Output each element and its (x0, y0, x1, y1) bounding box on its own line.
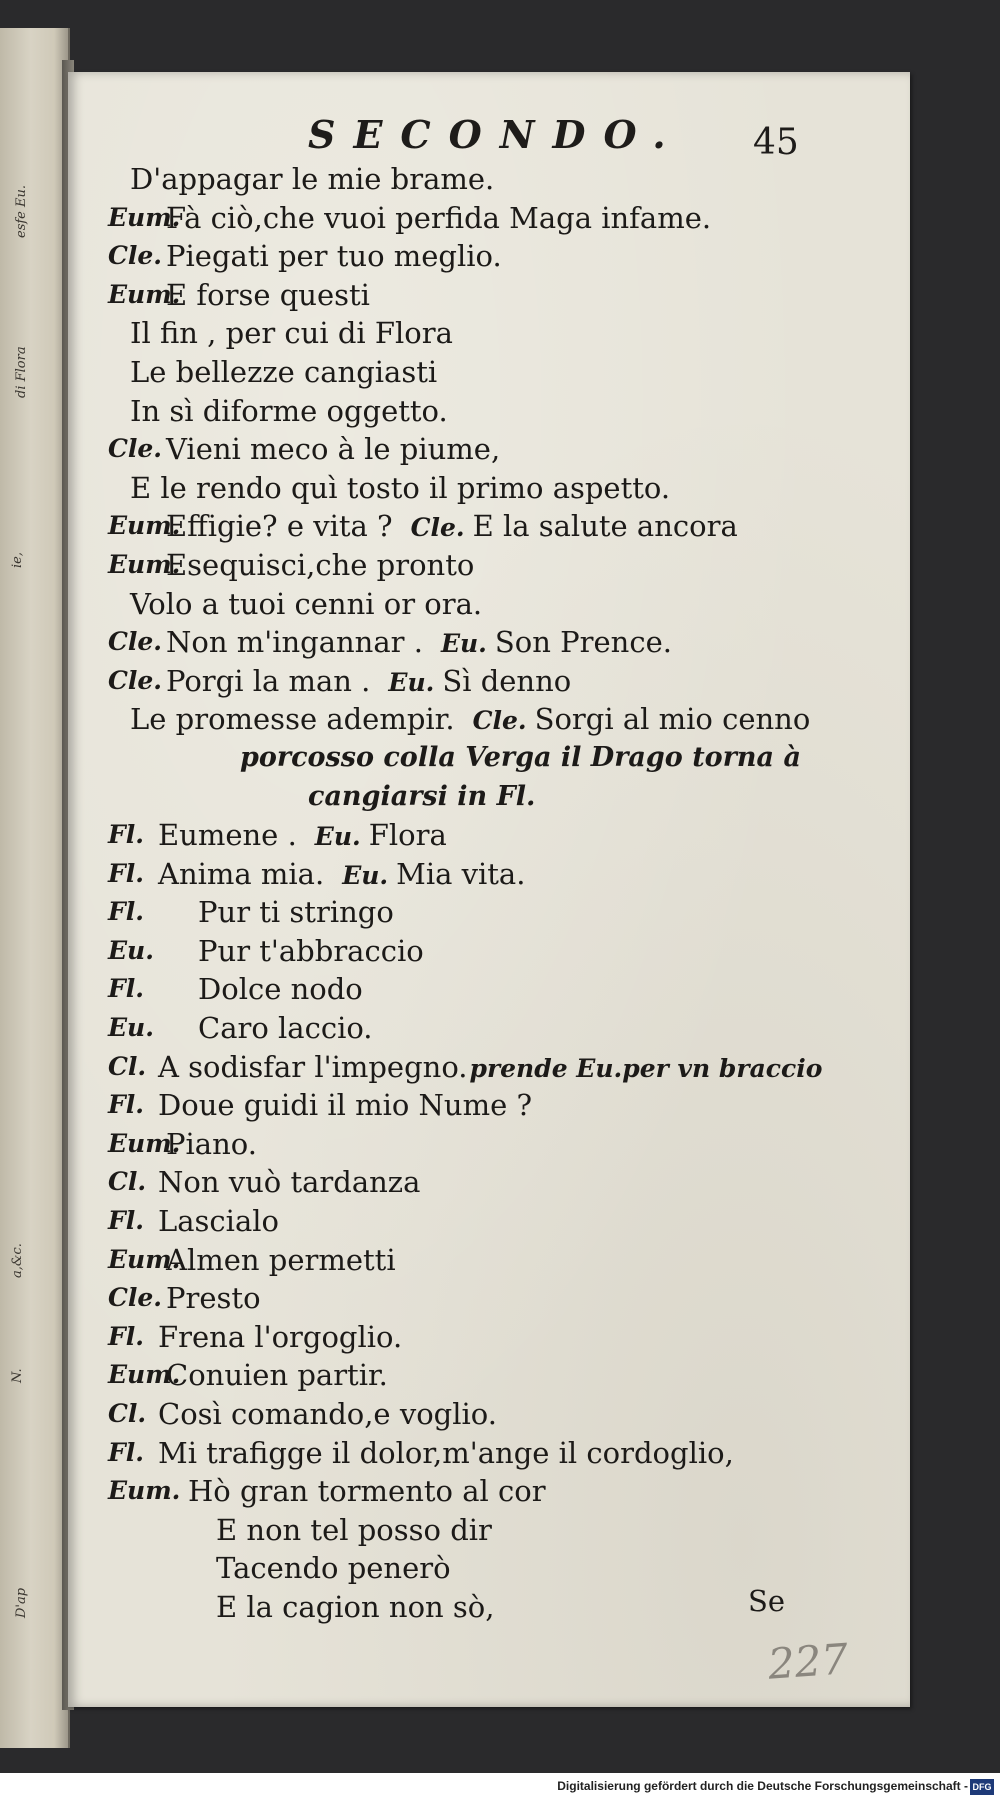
verse-text (130, 392, 448, 430)
verse-text-main: Frena l'orgoglio. (158, 1319, 403, 1354)
verse-text-main: E le rendo quì tosto il primo aspetto. (130, 470, 671, 505)
running-head: SECONDO. (308, 112, 684, 157)
verse-text-main: Tacendo penerò (216, 1551, 451, 1586)
verse-text-main: Piegati per tuo meglio. (166, 239, 502, 274)
verse-text (130, 469, 670, 507)
verse-text-main: Mi trafigge il dolor,m'ange il cordoglio, (158, 1435, 734, 1470)
verse-text (158, 1163, 420, 1201)
verse-text-main: Anima mia. (158, 856, 325, 891)
verse-line (68, 1279, 910, 1318)
verse-text (158, 1318, 402, 1356)
verse-text-main: Conuien partir. (166, 1358, 388, 1393)
verse-text (158, 816, 447, 856)
verse-text-main: Effigie? e vita ? (166, 509, 393, 544)
verse-text-reply: Flora (368, 818, 447, 853)
verse-text (130, 585, 482, 623)
verse-line (68, 1125, 910, 1164)
speaker-name: Fl. (108, 858, 144, 888)
verse-text (158, 1048, 822, 1088)
speaker-name: Eum. (108, 1128, 181, 1158)
verse-line (68, 1434, 910, 1473)
verse-line (68, 1318, 910, 1357)
verse-text-reply: E la salute ancora (472, 509, 738, 544)
verse-line (68, 585, 910, 624)
verse-line (68, 1009, 910, 1048)
verse-line (68, 160, 910, 199)
speaker-name: Fl. (108, 1206, 144, 1236)
verse-text-main: Fà ciò,che vuoi perfida Maga infame. (166, 200, 712, 235)
verse-text (166, 1241, 396, 1279)
verse-line (68, 893, 910, 932)
verse-text-main: In sì diforme oggetto. (130, 393, 448, 428)
verse-text-reply: Mia vita. (396, 856, 526, 891)
verse-text-main: Caro laccio. (198, 1011, 373, 1046)
speaker-name: Eu. (342, 860, 389, 890)
verse-line (68, 469, 910, 508)
speaker-name: Cle. (108, 434, 163, 464)
verse-text-main: Piano. (166, 1126, 257, 1161)
verse-text (216, 1588, 495, 1626)
shelfmark-pencil-note: 227 (766, 1634, 850, 1689)
verse-text-main: Doue guidi il mio Nume ? (158, 1088, 533, 1123)
verse-text (166, 199, 711, 237)
verse-text-main: Almen permetti (166, 1242, 396, 1277)
verse-line (68, 1511, 910, 1550)
verse-line (68, 314, 910, 353)
verse-line (68, 1163, 910, 1202)
verse-text (216, 1511, 492, 1549)
verse-text-main: Presto (166, 1281, 261, 1316)
speaker-name: Eu. (108, 1013, 154, 1043)
verse-text-main: E la cagion non sò, (216, 1589, 495, 1624)
speaker-name: Eu. (314, 822, 361, 852)
verse-text-main: E non tel posso dir (216, 1512, 492, 1547)
speaker-name: Eu. (388, 667, 435, 697)
verse-text (166, 276, 370, 314)
verse-text (166, 1125, 257, 1163)
speaker-name: Cle. (108, 241, 163, 271)
verse-text-main: Le promesse adempir. (130, 702, 455, 737)
verse-text-reply: Sì denno (442, 663, 572, 698)
margin-note: N. (10, 1368, 25, 1383)
verse-text (188, 1472, 546, 1510)
verse-text-reply: Son Prence. (494, 625, 672, 660)
verse-text (130, 353, 437, 391)
verse-text-reply: Sorgi al mio cenno (534, 702, 811, 737)
verse-line (68, 507, 910, 546)
verse-line (68, 392, 910, 431)
verse-line (68, 623, 910, 662)
verse-line (68, 1395, 910, 1434)
speaker-name: Eum. (108, 511, 181, 541)
verse-text (166, 662, 571, 702)
text-block (68, 160, 910, 1627)
verse-line (68, 1202, 910, 1241)
verse-text (130, 700, 810, 740)
speaker-name: Eum. (108, 1360, 181, 1390)
stage-direction: cangiarsi in Fl. (308, 780, 536, 812)
speaker-name: Eum. (108, 549, 181, 579)
verse-line (68, 816, 910, 855)
verse-text-main: Vieni meco à le piume, (166, 432, 501, 467)
digitization-footer (0, 1773, 1000, 1803)
speaker-name: Eum. (108, 1244, 181, 1274)
speaker-name: Eum. (108, 279, 181, 309)
verse-text (198, 932, 424, 970)
speaker-name: Eu. (440, 629, 487, 659)
verse-text-main: Non vuò tardanza (158, 1165, 421, 1200)
verse-text-main: Esequisci,che pronto (166, 547, 475, 582)
verse-text (198, 893, 394, 931)
verse-text-main: Pur t'abbraccio (198, 933, 424, 968)
speaker-name: Eu. (108, 935, 154, 965)
speaker-name: Cl. (108, 1167, 147, 1197)
footer-credit: Digitalisierung gefördert durch die Deutsche Forschungsgemeinschaft - (557, 1779, 968, 1793)
verse-text-main: E forse questi (166, 277, 370, 312)
speaker-name: Fl. (108, 1090, 144, 1120)
speaker-name: Cle. (108, 665, 163, 695)
verse-text (158, 1434, 734, 1472)
verse-text (158, 1086, 532, 1124)
verse-text-main: Eumene . (158, 818, 297, 853)
verse-line (68, 1549, 910, 1588)
verse-line (68, 1472, 910, 1511)
speaker-name: Fl. (108, 974, 144, 1004)
verse-text (198, 970, 363, 1008)
verse-text (158, 1202, 279, 1240)
page-number: 45 (753, 122, 799, 163)
verse-line (68, 353, 910, 392)
speaker-name: Cle. (108, 627, 163, 657)
verse-line (68, 700, 910, 739)
verse-text-main: Il fin , per cui di Flora (130, 316, 453, 351)
verse-text (216, 1549, 451, 1587)
verse-text (166, 546, 474, 584)
verse-text (198, 1009, 373, 1047)
verse-line (68, 739, 910, 778)
verse-line (68, 430, 910, 469)
verse-line (68, 855, 910, 894)
verse-text (158, 855, 525, 895)
verse-text-main: Dolce nodo (198, 972, 363, 1007)
stage-direction: porcosso colla Verga il Drago torna à (240, 741, 801, 773)
verse-text (166, 1279, 261, 1317)
catchword: Se (748, 1584, 786, 1618)
speaker-name: Fl. (108, 1321, 144, 1351)
speaker-name: Fl. (108, 897, 144, 927)
verse-line (68, 1048, 910, 1087)
speaker-name: Fl. (108, 1437, 144, 1467)
verse-line (68, 276, 910, 315)
stage-direction: prende Eu.per vn braccio (469, 1053, 823, 1083)
margin-note: esfe Eu. (14, 185, 29, 238)
margin-note: di Flora (14, 346, 29, 398)
verse-text (166, 430, 500, 468)
verse-line (68, 662, 910, 701)
verse-text (130, 160, 494, 198)
book-page (68, 72, 910, 1707)
verse-line (68, 199, 910, 238)
verse-text (158, 1395, 497, 1433)
verse-text-main: Non m'ingannar . (166, 625, 423, 660)
margin-note: ie, (10, 552, 25, 568)
speaker-name: Cle. (108, 1283, 163, 1313)
verse-text-main: D'appagar le mie brame. (130, 162, 495, 196)
speaker-name: Cl. (108, 1399, 147, 1428)
verse-text (166, 507, 738, 547)
speaker-name: Eum. (108, 1476, 181, 1506)
margin-note: D'ap (14, 1587, 29, 1618)
verse-line (68, 1086, 910, 1125)
speaker-name: Cle. (472, 706, 527, 736)
verse-line (68, 546, 910, 585)
verse-text-main: Le bellezze cangiasti (130, 354, 438, 389)
verse-text (166, 623, 672, 663)
verse-text-main: Porgi la man . (166, 663, 371, 698)
verse-line (68, 932, 910, 971)
verse-text-main: Hò gran tormento al cor (188, 1474, 546, 1509)
verse-text-main: Pur ti stringo (198, 895, 394, 930)
verse-line (68, 1356, 910, 1395)
verse-text (166, 1356, 388, 1394)
verse-text-main: Così comando,e voglio. (158, 1397, 497, 1431)
verse-line (68, 1241, 910, 1280)
dfg-logo-icon: DFG (970, 1779, 994, 1795)
verse-line (68, 970, 910, 1009)
verse-line (68, 237, 910, 276)
speaker-name: Fl. (108, 820, 144, 850)
margin-note: a,&c. (10, 1243, 25, 1278)
verse-text-main: Volo a tuoi cenni or ora. (130, 586, 483, 621)
verse-text (130, 314, 453, 352)
verse-line (68, 778, 910, 817)
facing-page-edge (0, 28, 70, 1748)
verse-text (166, 237, 502, 275)
verse-text-main: Lascialo (158, 1204, 279, 1239)
verse-text-main: A sodisfar l'impegno. (158, 1049, 468, 1084)
speaker-name: Cl. (108, 1051, 147, 1081)
speaker-name: Cle. (410, 513, 465, 543)
speaker-name: Eum. (108, 202, 181, 232)
